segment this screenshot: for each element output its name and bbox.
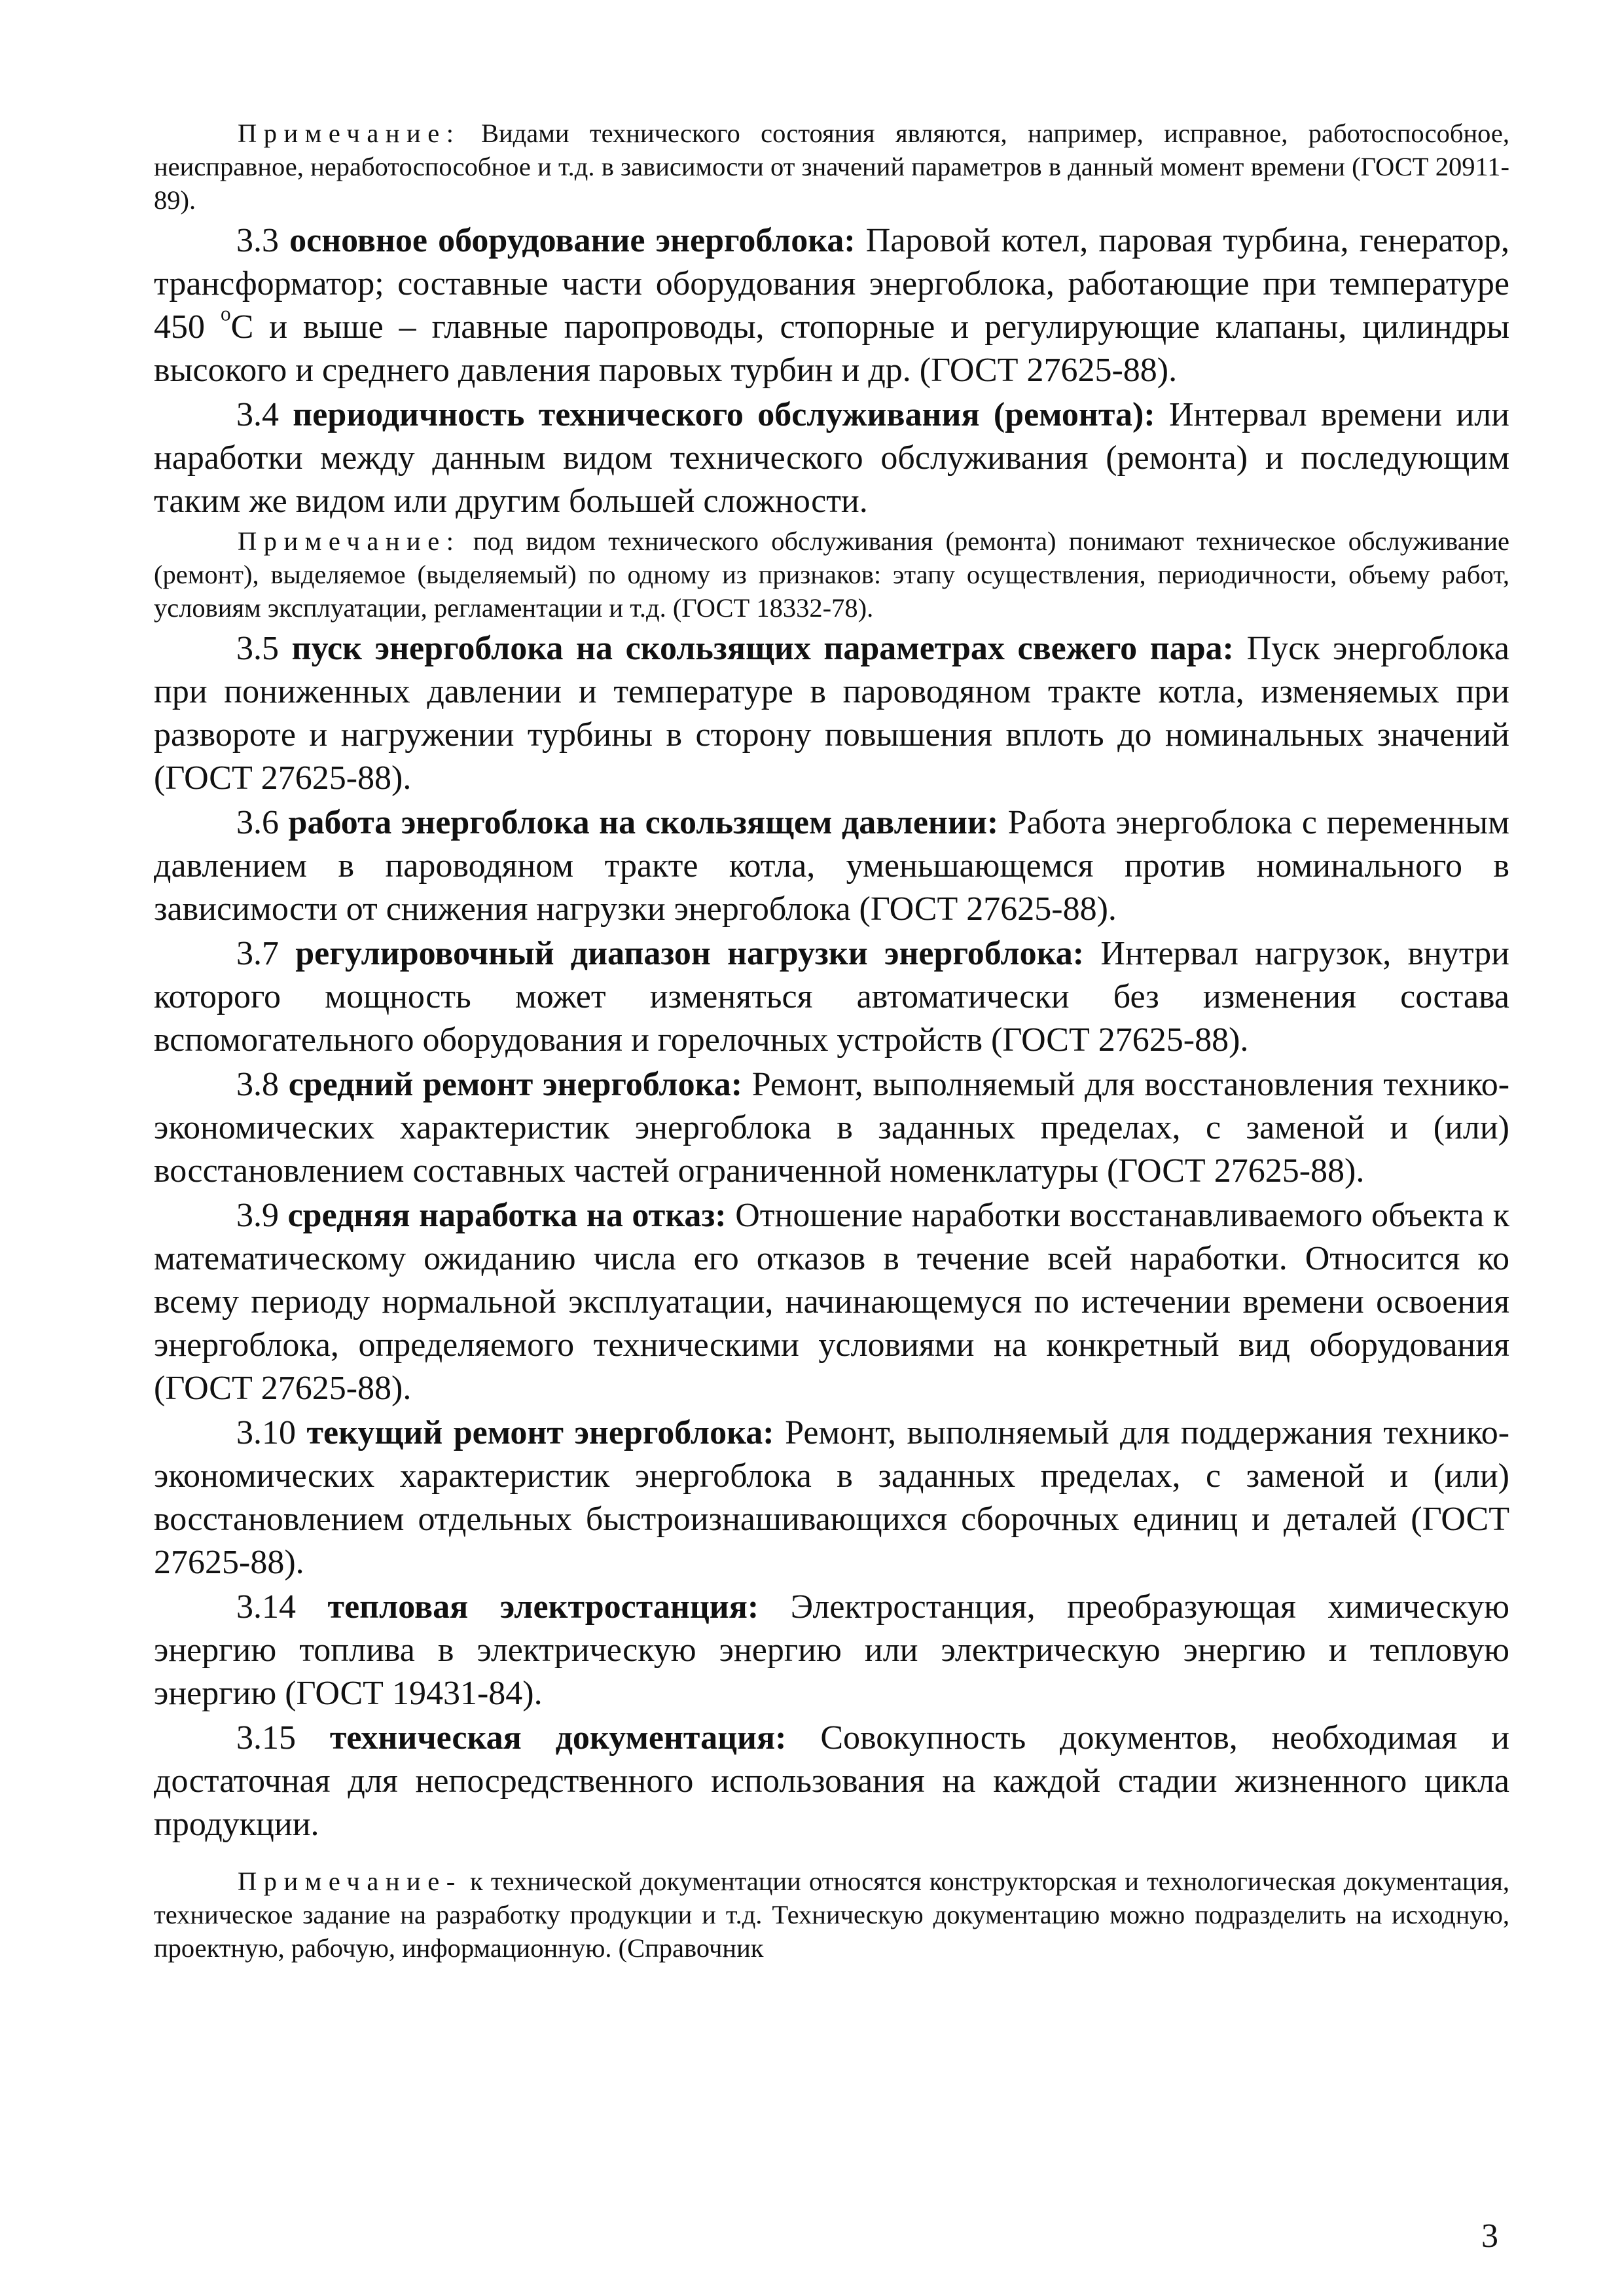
page-number: 3 — [1481, 2217, 1498, 2255]
term-definition: Отношение наработки восстанавливаемого объекта к математическому ожиданию числа его отказов в течение всей наработки. Относится ко всему периоду нормальной эксплуатации, начинающемуся по истечении времени освоения энергоблока, определяемого техническими условиями на конкретный вид оборудования (ГОСТ 27625-88). — [154, 1197, 1510, 1407]
definition-3-3 — [154, 219, 1509, 392]
definition-3-5 — [154, 627, 1509, 800]
term-name: текущий ремонт энергоблока: — [306, 1414, 774, 1451]
note-text: к технической документации относятся конструкторская и технологическая документация, техническое задание на разработку продукции и т.д. Техническую документацию можно подразделить на исходную, проектную, рабочую, информационную. (Справочник — [154, 1867, 1509, 1963]
note-text: Видами технического состояния являются, например, исправное, работоспособное, неисправное, неработоспособное и т.д. в зависимости от значений параметров в данный момент времени (ГОСТ 20911-89). — [154, 118, 1509, 215]
clause-number: 3.6 — [236, 804, 279, 841]
term-name: регулировочный диапазон нагрузки энергоблока: — [295, 935, 1085, 972]
term-name: средняя наработка на отказ: — [287, 1197, 727, 1234]
note-technical-documentation — [154, 1865, 1509, 1965]
note-maintenance-type — [154, 524, 1509, 625]
term-definition: Пуск энергоблока при пониженных давлении и температуре в пароводяном тракте котла, изменяемых при развороте и нагружении турбины в сторону повышения вплоть до номинальных значений (ГОСТ 27625-88). — [154, 630, 1510, 797]
clause-number: 3.3 — [236, 222, 279, 259]
term-definition: Электростанция, преобразующая химическую энергию топлива в электрическую энергию или электрическую энергию и тепловую энергию (ГОСТ 19431-84). — [154, 1588, 1509, 1712]
term-name: тепловая электростанция: — [327, 1588, 759, 1626]
term-name: периодичность технического обслуживания (ремонта): — [293, 396, 1155, 433]
clause-number: 3.9 — [236, 1197, 279, 1234]
definition-3-7 — [154, 932, 1509, 1062]
note-state-types — [154, 117, 1509, 217]
definition-3-4 — [154, 393, 1509, 523]
term-definition: Совокупность документов, необходимая и достаточная для непосредственного использования на каждой стадии жизненного цикла продукции. — [154, 1719, 1510, 1843]
term-definition: Ремонт, выполняемый для восстановления технико-экономических характеристик энергоблока в заданных пределах, с заменой и (или) восстановлением составных частей ограниченной номенклатуры (ГОСТ 27625-88). — [154, 1066, 1510, 1190]
note-label: Примечание: — [238, 526, 461, 556]
definition-3-15 — [154, 1717, 1509, 1846]
degree-superscript: о — [220, 302, 231, 325]
definition-3-14 — [154, 1586, 1509, 1715]
term-definition-continued: С и выше – главные паропроводы, стопорные и регулирующие клапаны, цилиндры высокого и среднего давления паровых турбин и др. (ГОСТ 27625-88). — [154, 308, 1510, 389]
definition-3-8 — [154, 1063, 1509, 1193]
term-name: средний ремонт энергоблока: — [288, 1066, 743, 1103]
note-label: Примечание: — [238, 118, 461, 148]
clause-number: 3.15 — [236, 1719, 296, 1757]
term-name: пуск энергоблока на скользящих параметрах свежего пара: — [291, 630, 1234, 667]
definition-3-10 — [154, 1412, 1509, 1584]
term-name: работа энергоблока на скользящем давлении: — [288, 804, 999, 841]
term-definition: Ремонт, выполняемый для поддержания технико-экономических характеристик энергоблока в заданных пределах, с заменой и (или) восстановлением отдельных быстроизнашивающихся сборочных единиц и деталей (ГОСТ 27625-88). — [154, 1414, 1510, 1581]
note-label: Примечание- — [238, 1867, 462, 1896]
definition-3-9 — [154, 1194, 1509, 1410]
clause-number: 3.4 — [236, 396, 279, 433]
term-definition: Интервал времени или наработки между данным видом технического обслуживания (ремонта) и последующим таким же видом или другим большей сложности. — [154, 396, 1510, 520]
term-definition: Интервал нагрузок, внутри которого мощность может изменяться автоматически без изменения состава вспомогательного оборудования и горелочных устройств (ГОСТ 27625-88). — [154, 935, 1510, 1059]
clause-number: 3.5 — [236, 630, 279, 667]
term-definition: Работа энергоблока с переменным давлением в пароводяном тракте котла, уменьшающемся против номинального в зависимости от снижения нагрузки энергоблока (ГОСТ 27625-88). — [154, 804, 1510, 928]
term-definition: Паровой котел, паровая турбина, генератор, трансформатор; составные части оборудования энергоблока, работающие при температуре 450 — [154, 222, 1509, 346]
note-text: под видом технического обслуживания (ремонта) понимают техническое обслуживание (ремонт), выделяемое (выделяемый) по одному из признаков: этапу осуществления, периодичности, объему работ, условиям эксплуатации, регламентации и т.д. (ГОСТ 18332-78). — [154, 526, 1509, 623]
clause-number: 3.14 — [236, 1588, 296, 1626]
term-name: основное оборудование энергоблока: — [289, 222, 856, 259]
term-name: техническая документация: — [329, 1719, 787, 1757]
clause-number: 3.7 — [236, 935, 279, 972]
clause-number: 3.10 — [236, 1414, 296, 1451]
clause-number: 3.8 — [236, 1066, 279, 1103]
definition-3-6 — [154, 801, 1509, 931]
